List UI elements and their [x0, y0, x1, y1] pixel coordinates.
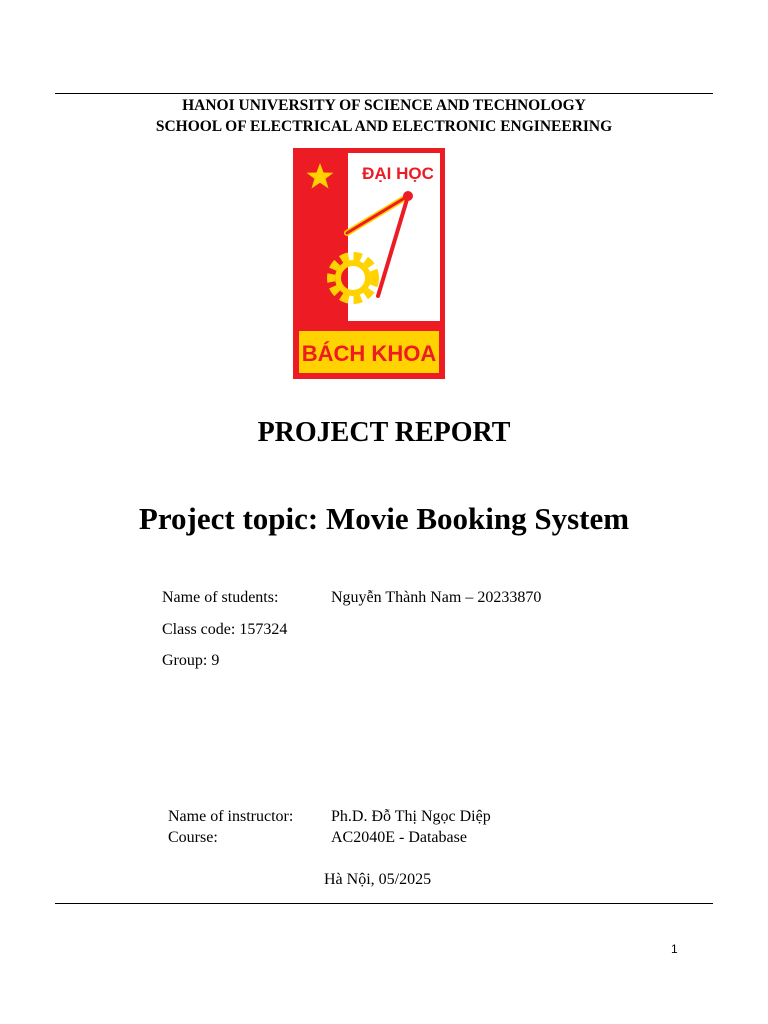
report-title: PROJECT REPORT	[257, 417, 511, 448]
class-code: Class code: 157324	[162, 621, 288, 638]
logo-bottom-text: BÁCH KHOA	[301, 341, 437, 366]
school-name: SCHOOL OF ELECTRICAL AND ELECTRONIC ENGINEERING	[155, 118, 613, 135]
top-rule	[55, 93, 713, 94]
university-name: HANOI UNIVERSITY OF SCIENCE AND TECHNOLOGY	[182, 97, 586, 114]
instructor-label: Name of instructor:	[168, 808, 294, 825]
logo-top-text: ĐẠI HỌC	[362, 164, 434, 183]
course-label: Course:	[168, 829, 218, 846]
project-topic: Project topic: Movie Booking System	[138, 501, 630, 536]
page-number: 1	[671, 942, 678, 956]
students-label: Name of students:	[162, 589, 279, 606]
place-date: Hà Nội, 05/2025	[324, 871, 432, 888]
group: Group: 9	[162, 652, 220, 669]
course-value: AC2040E - Database	[331, 829, 467, 846]
university-logo	[293, 148, 445, 379]
students-value: Nguyễn Thành Nam – 20233870	[331, 589, 542, 606]
instructor-value: Ph.D. Đỗ Thị Ngọc Diệp	[331, 808, 491, 825]
bottom-rule	[55, 903, 713, 904]
